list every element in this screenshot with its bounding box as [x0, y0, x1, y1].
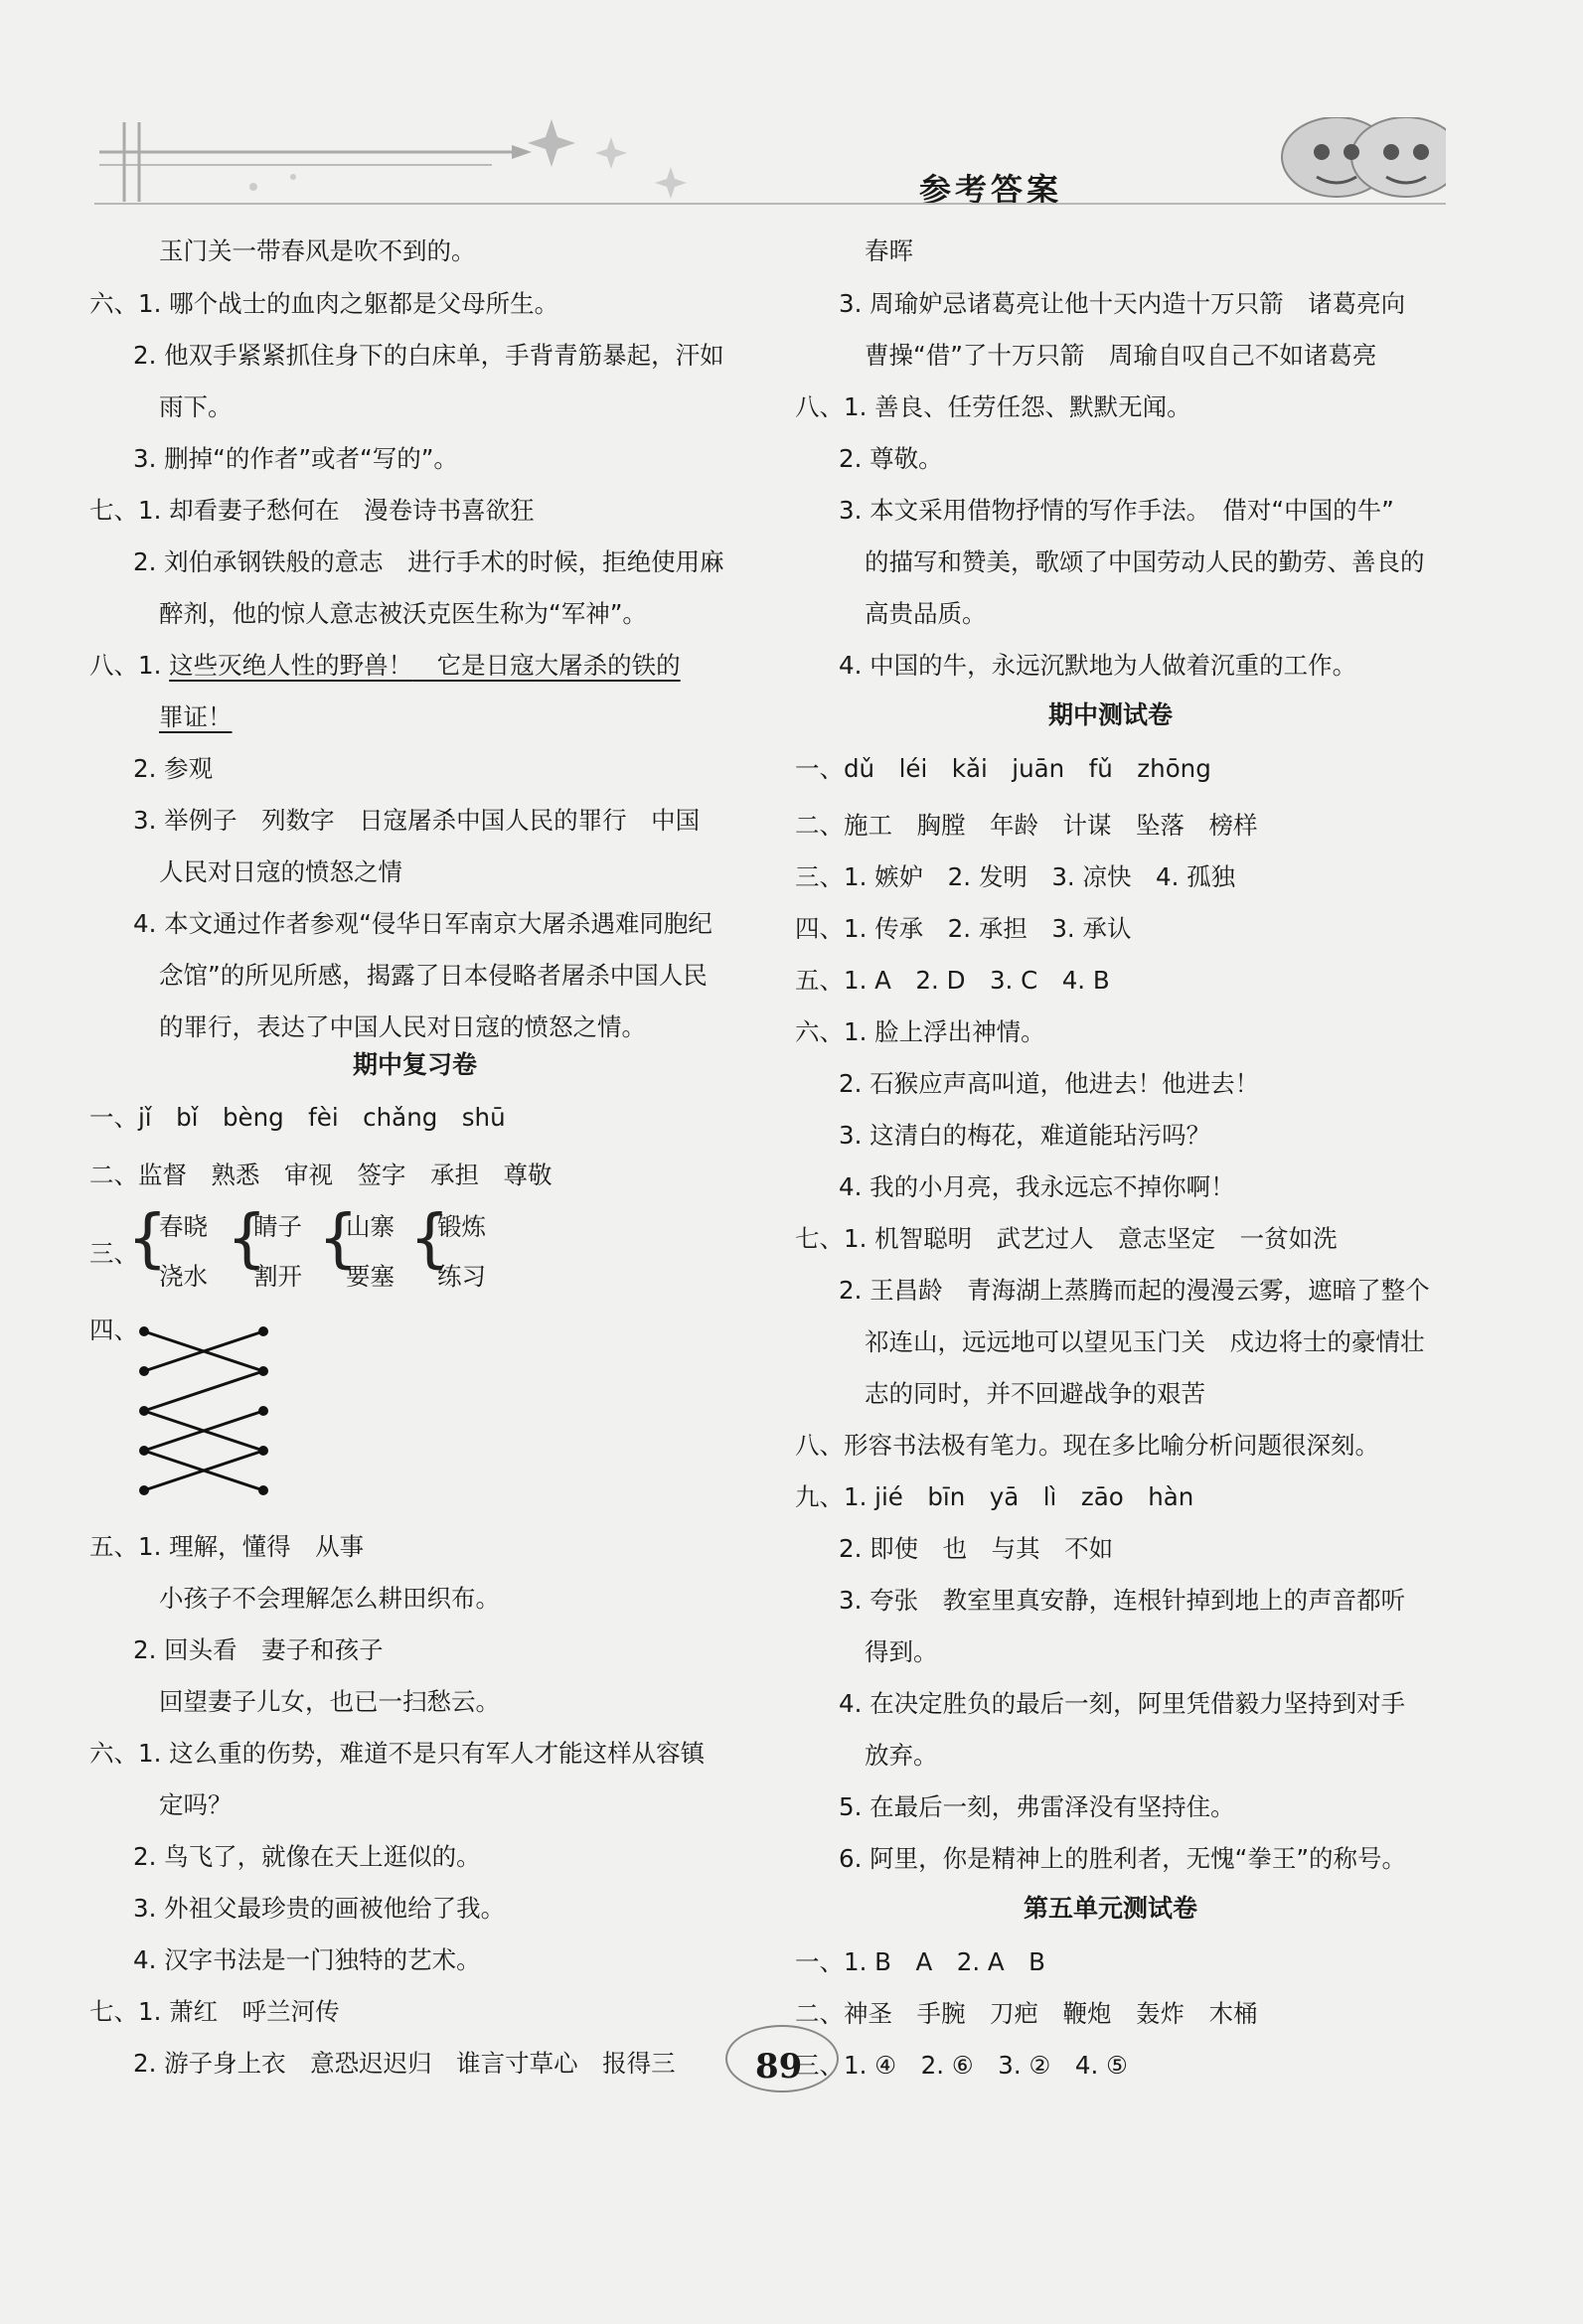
answer-line: 一、1. B A 2. A B — [795, 1947, 1045, 1976]
answer-line: 八、1. 善良、任劳任怨、默默无闻。 — [795, 392, 1191, 421]
answer-line: 2. 刘伯承钢铁般的意志 进行手术的时候，拒绝使用麻 — [133, 547, 724, 576]
matching-lines-diagram — [129, 1312, 288, 1510]
answer-line: 春晖 — [865, 236, 913, 265]
section-heading: 期中测试卷 — [1048, 700, 1174, 729]
answer-prefix: 三、 — [89, 1239, 138, 1268]
answer-line: 2. 他双手紧紧抓住身下的白床单，手背青筋暴起，汗如 — [133, 341, 724, 370]
answer-line: 高贵品质。 — [865, 599, 987, 628]
answer-line: 二、神圣 手腕 刀疤 鞭炮 轰炸 木桶 — [795, 1999, 1258, 2028]
answer-line: 4. 汉字书法是一门独特的艺术。 — [133, 1945, 481, 1974]
page-number: 89 — [755, 2047, 803, 2087]
header-rule — [94, 203, 1446, 205]
answer-line: 2. 即使 也 与其 不如 — [839, 1534, 1114, 1563]
answer-line: 的描写和赞美，歌颂了中国劳动人民的勤劳、善良的 — [865, 547, 1425, 576]
mascot-tigers-icon — [1282, 117, 1446, 197]
answer-line: 2. 石猴应声高叫道，他进去！他进去！ — [839, 1069, 1260, 1098]
answer-line: 2. 王昌龄 青海湖上蒸腾而起的漫漫云雾，遮暗了整个 — [839, 1276, 1430, 1305]
answer-prefix: 八、1. — [89, 651, 170, 680]
answer-line: 人民对日寇的愤怒之情 — [159, 857, 402, 886]
underlined-answer: 这些灭绝人性的野兽！ — [169, 651, 413, 680]
answer-line — [89, 649, 681, 683]
answer-line: 6. 阿里，你是精神上的胜利者，无愧“拳王”的称号。 — [839, 1844, 1407, 1873]
answer-line: 4. 在决定胜负的最后一刻，阿里凭借毅力坚持到对手 — [839, 1689, 1406, 1718]
answer-line: 4. 我的小月亮，我永远忘不掉你啊！ — [839, 1172, 1235, 1201]
answer-line: 4. 本文通过作者参观“侵华日军南京大屠杀遇难同胞纪 — [133, 909, 712, 938]
brace-icon: { — [227, 1202, 267, 1276]
answer-line: 回望妻子儿女，也已一扫愁云。 — [159, 1687, 500, 1716]
answer-line: 5. 在最后一刻，弗雷泽没有坚持住。 — [839, 1792, 1235, 1821]
answer-line: 2. 尊敬。 — [839, 444, 943, 473]
page-header-title: 参考答案 — [919, 171, 1063, 209]
answer-line: 3. 外祖父最珍贵的画被他给了我。 — [133, 1894, 506, 1923]
answer-line: 3. 周瑜妒忌诸葛亮让他十天内造十万只箭 诸葛亮向 — [839, 289, 1406, 318]
answer-line: 的罪行，表达了中国人民对日寇的愤怒之情。 — [159, 1012, 646, 1041]
answer-line: 2. 游子身上衣 意恐迟迟归 谁言寸草心 报得三 — [133, 2049, 676, 2078]
answer-line: 六、1. 这么重的伤势，难道不是只有军人才能这样从容镇 — [89, 1739, 706, 1768]
answer-line: 七、1. 萧红 呼兰河传 — [89, 1997, 340, 2026]
answer-line: 一、dǔ léi kǎi juān fǔ zhōng — [795, 754, 1211, 783]
answer-line: 小孩子不会理解怎么耕田织布。 — [159, 1584, 500, 1613]
answer-line: 得到。 — [865, 1637, 938, 1666]
header-decoration — [94, 117, 1446, 207]
answer-line: 三、1. ④ 2. ⑥ 3. ② 4. ⑤ — [795, 2051, 1129, 2080]
answer-line: 九、1. jié bīn yā lì zāo hàn — [795, 1482, 1194, 1511]
answer-line: 六、1. 脸上浮出神情。 — [795, 1017, 1045, 1046]
section-heading: 期中复习卷 — [353, 1050, 478, 1079]
word-pair-top: 山寨 — [346, 1212, 395, 1241]
answer-line: 四、1. 传承 2. 承担 3. 承认 — [795, 914, 1132, 943]
section-heading: 第五单元测试卷 — [1024, 1894, 1198, 1923]
answer-line: 祁连山，远远地可以望见玉门关 戍边将士的豪情壮 — [865, 1327, 1425, 1356]
answer-line: 曹操“借”了十万只箭 周瑜自叹自己不如诸葛亮 — [865, 341, 1377, 370]
answer-line: 放弃。 — [865, 1741, 938, 1770]
word-pair-bottom: 浇水 — [159, 1262, 208, 1291]
answer-line: 3. 删掉“的作者”或者“写的”。 — [133, 444, 458, 473]
answer-line: 定吗？ — [159, 1790, 233, 1819]
answer-line: 三、1. 嫉妒 2. 发明 3. 凉快 4. 孤独 — [795, 862, 1236, 891]
answer-line: 七、1. 机智聪明 武艺过人 意志坚定 一贫如洗 — [795, 1224, 1338, 1253]
answer-line: 2. 回头看 妻子和孩子 — [133, 1635, 384, 1664]
brace-icon: { — [127, 1202, 168, 1276]
word-pair-top: 睛子 — [253, 1212, 302, 1241]
answer-line: 六、1. 哪个战士的血肉之躯都是父母所生。 — [89, 289, 559, 318]
word-pair-bottom: 割开 — [253, 1262, 302, 1291]
answer-line: 念馆”的所见所感，揭露了日本侵略者屠杀中国人民 — [159, 961, 708, 990]
answer-line: 八、形容书法极有笔力。现在多比喻分析问题很深刻。 — [795, 1431, 1379, 1460]
answer-line: 醉剂，他的惊人意志被沃克医生称为“军神”。 — [159, 599, 647, 628]
word-pair-bottom: 练习 — [437, 1262, 486, 1291]
answer-line: 3. 举例子 列数字 日寇屠杀中国人民的罪行 中国 — [133, 806, 701, 835]
answer-line: 志的同时，并不回避战争的艰苦 — [865, 1379, 1205, 1408]
answer-line: 一、jǐ bǐ bèng fèi chǎng shū — [89, 1103, 506, 1132]
answer-line: 4. 中国的牛，永远沉默地为人做着沉重的工作。 — [839, 651, 1357, 680]
answer-prefix: 四、 — [89, 1316, 138, 1344]
underlined-answer: 它是日寇大屠杀的铁的 — [412, 651, 681, 680]
answer-line: 二、监督 熟悉 审视 签字 承担 尊敬 — [89, 1161, 553, 1189]
answer-line: 雨下。 — [159, 392, 233, 421]
answer-line: 2. 参观 — [133, 754, 214, 783]
answer-line: 2. 鸟飞了，就像在天上逛似的。 — [133, 1842, 481, 1871]
brace-icon: { — [409, 1202, 450, 1276]
answer-line: 3. 夸张 教室里真安静，连根针掉到地上的声音都听 — [839, 1586, 1406, 1615]
answer-line: 二、施工 胸膛 年龄 计谋 坠落 榜样 — [795, 811, 1258, 840]
answer-line: 3. 这清白的梅花，难道能玷污吗？ — [839, 1121, 1211, 1150]
answer-line: 五、1. 理解，懂得 从事 — [89, 1532, 365, 1561]
brace-icon: { — [318, 1202, 359, 1276]
word-pair-top: 锻炼 — [437, 1212, 486, 1241]
word-pair-top: 春晓 — [159, 1212, 208, 1241]
answer-line: 玉门关一带春风是吹不到的。 — [159, 236, 476, 265]
word-pair-bottom: 要塞 — [346, 1262, 395, 1291]
underlined-answer: 罪证！ — [159, 702, 233, 731]
answer-line: 3. 本文采用借物抒情的写作手法。 借对“中国的牛” — [839, 496, 1394, 525]
answer-line: 七、1. 却看妻子愁何在 漫卷诗书喜欲狂 — [89, 496, 535, 525]
answer-line: 五、1. A 2. D 3. C 4. B — [795, 966, 1110, 995]
